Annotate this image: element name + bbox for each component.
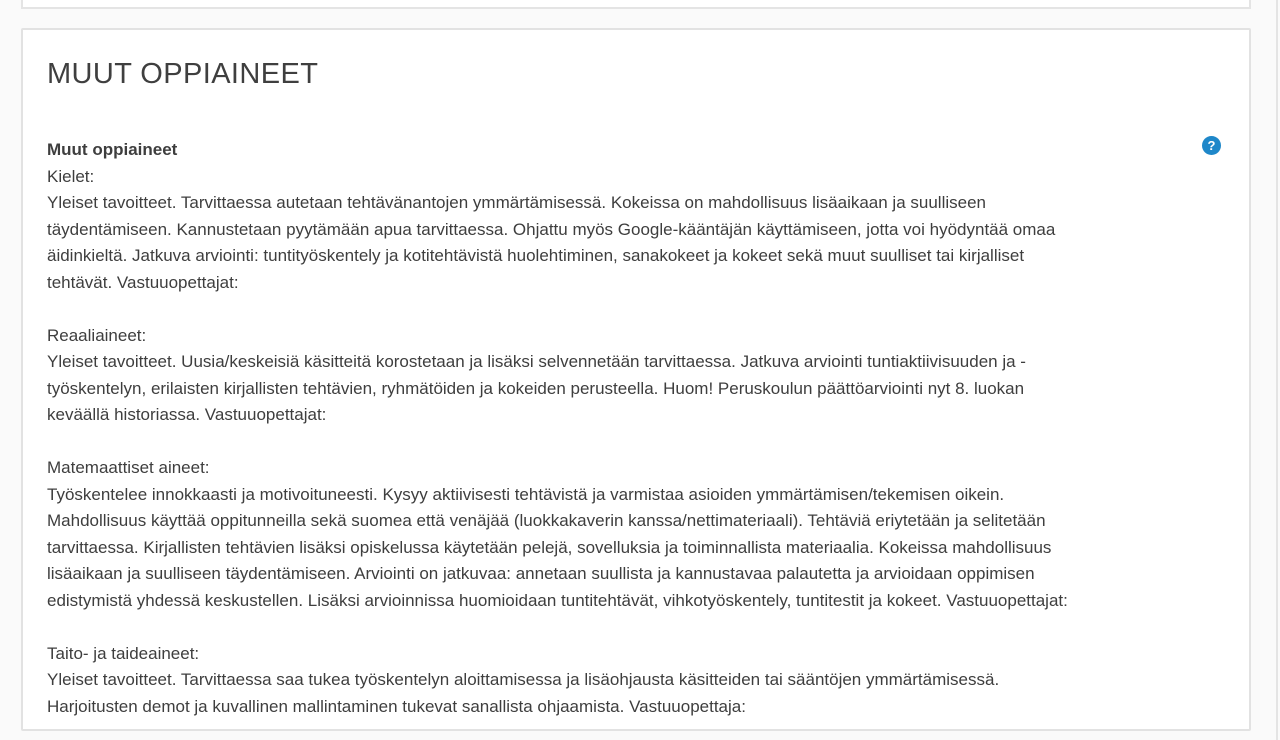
text-line: Yleiset tavoitteet. Tarvittaessa saa tukea työskentelyn aloittamisessa ja lisäohjausta käsitteiden tai sääntöjen ymmärtämisessä. — [47, 670, 1000, 689]
section-label: Matemaattiset aineet: — [47, 458, 210, 477]
body-text — [47, 137, 1221, 720]
text-line: Mahdollisuus käyttää oppitunneilla sekä suomea että venäjää (luokkakaverin kanssa/nettimateriaali). Tehtäviä eriytetään ja selitetään — [47, 511, 1046, 530]
section-label: Reaaliaineet: — [47, 325, 147, 345]
section-label: Kielet: — [47, 166, 95, 186]
text-line: tarvittaessa. Kirjallisten tehtävien lisäksi opiskelussa käytetään pelejä, sovelluksia ja toiminnallista materiaalia. Kokeissa mahdollisuus — [47, 537, 1052, 557]
blank-line — [47, 614, 1221, 641]
section-label: Taito- ja taideaineet: — [47, 643, 200, 663]
question-mark-glyph: ? — [1207, 138, 1216, 153]
text-line: Yleiset tavoitteet. Uusia/keskeisiä käsitteitä korostetaan ja lisäksi selvennetään tarvittaessa. Jatkuva arviointi tuntiaktiivisuuden ja - — [47, 352, 1026, 371]
text-line: lisäaikaan ja suulliseen täydentämiseen. Arviointi on jatkuvaa: annetaan suullista ja kannustavaa palautetta ja arvioidaan oppimisen — [47, 564, 1035, 583]
content-pane-divider — [1276, 0, 1278, 740]
text-line: tehtävät. Vastuuopettajat: — [47, 272, 239, 292]
blank-line — [47, 429, 1221, 456]
muut-oppiaineet-card — [21, 28, 1251, 731]
content-heading: Muut oppiaineet — [47, 140, 178, 159]
page-title: MUUT OPPIAINEET — [47, 58, 319, 90]
blank-line — [47, 296, 1221, 323]
text-line: keväällä historiassa. Vastuuopettajat: — [47, 405, 327, 424]
text-line: äidinkieltä. Jatkuva arviointi: tuntityöskentely ja kotitehtävistä huolehtiminen, sanakokeet ja kokeet sekä muut suulliset tai kirjalliset — [47, 246, 1025, 265]
previous-card-bottom-edge — [21, 0, 1251, 9]
text-line: Työskentelee innokkaasti ja motivoituneesti. Kysyy aktiivisesti tehtävistä ja varmistaa asioiden ymmärtämisen/tekemisen oikein. — [47, 484, 1005, 504]
text-line: edistymistä yhdessä keskustellen. Lisäksi arvioinnissa huomioidaan tuntitehtävät, vihkotyöskentely, tuntitestit ja kokeet. Vastuuopettajat: — [47, 590, 1068, 610]
text-line: Yleiset tavoitteet. Tarvittaessa autetaan tehtävänantojen ymmärtämisessä. Kokeissa on mahdollisuus lisäaikaan ja suulliseen — [47, 193, 986, 212]
text-line: Harjoitusten demot ja kuvallinen mallintaminen tukevat sanallista ohjaamista. Vastuuopettaja: — [47, 696, 746, 716]
text-line: työskentelyn, erilaisten kirjallisten tehtävien, ryhmätöiden ja kokeiden perusteella. Huom! Peruskoulun päättöarviointi nyt 8. luokan — [47, 378, 1025, 398]
text-line: täydentämiseen. Kannustetaan pyytämään apua tarvittaessa. Ohjattu myös Google-kääntäjän käyttämiseen, jotta voi hyödyntää omaa — [47, 219, 1056, 239]
